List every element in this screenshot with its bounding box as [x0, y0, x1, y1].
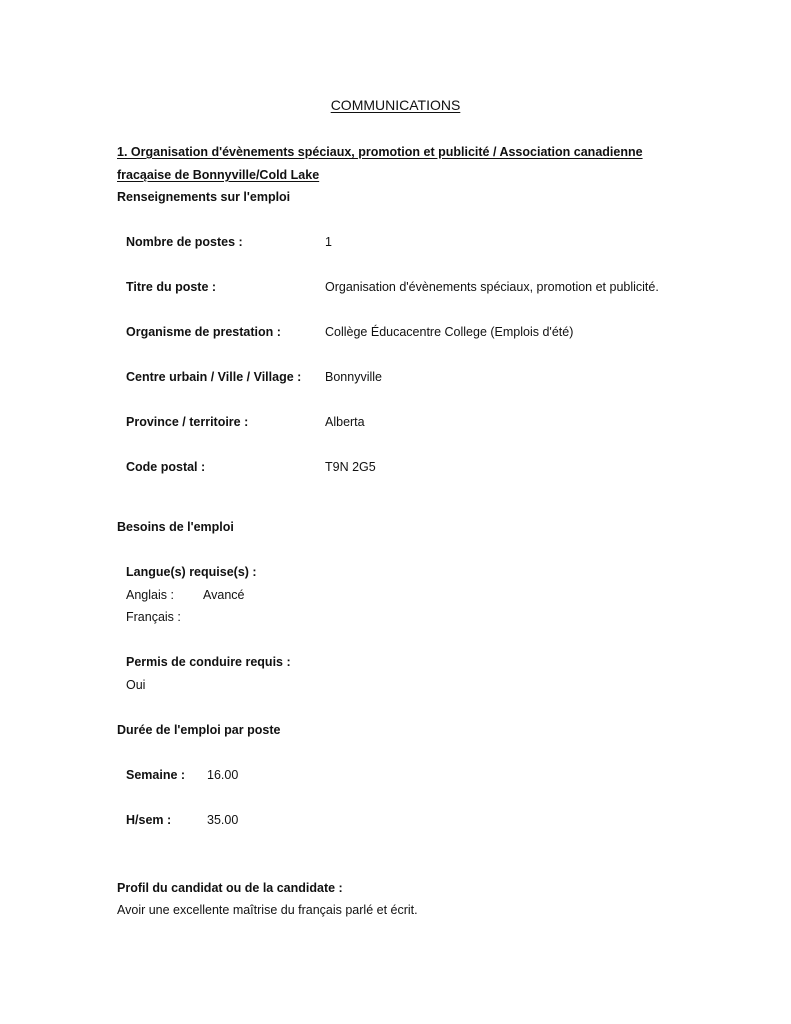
field-label-postal-code: Code postal :: [126, 460, 206, 474]
language-name-english: Anglais :: [126, 588, 174, 602]
duration-value-weeks: 16.00: [207, 768, 239, 782]
duration-label-weeks: Semaine :: [126, 768, 186, 782]
field-label-positions: Nombre de postes :: [126, 235, 243, 249]
license-value: Oui: [126, 678, 146, 692]
section-job-info: Renseignements sur l'emploi: [117, 190, 291, 204]
page-title: COMMUNICATIONS: [330, 97, 461, 113]
duration-label-hours: H/sem :: [126, 813, 172, 827]
job-heading-line1: 1. Organisation d'évènements spéciaux, promotion et publicité / Association canadienne: [117, 145, 643, 159]
field-value-province: Alberta: [325, 415, 365, 429]
field-label-province: Province / territoire :: [126, 415, 249, 429]
field-value-organization: Collège Éducacentre College (Emplois d'été): [325, 325, 574, 339]
license-label: Permis de conduire requis :: [126, 655, 291, 669]
field-value-job-title: Organisation d'évènements spéciaux, promotion et publicité.: [325, 280, 659, 294]
field-value-postal-code: T9N 2G5: [325, 460, 376, 474]
section-job-requirements: Besoins de l'emploi: [117, 520, 234, 534]
field-label-job-title: Titre du poste :: [126, 280, 217, 294]
field-value-positions: 1: [325, 235, 332, 249]
language-name-french: Français :: [126, 610, 181, 624]
profile-value: Avoir une excellente maîtrise du français parlé et écrit.: [117, 903, 418, 917]
section-duration: Durée de l'emploi par poste: [117, 723, 281, 737]
duration-value-hours: 35.00: [207, 813, 239, 827]
field-value-city: Bonnyville: [325, 370, 382, 384]
languages-label: Langue(s) requise(s) :: [126, 565, 257, 579]
job-heading-line2: fracąaise de Bonnyville/Cold Lake: [117, 168, 320, 182]
field-label-city: Centre urbain / Ville / Village :: [126, 370, 302, 384]
profile-label: Profil du candidat ou de la candidate :: [117, 881, 343, 895]
language-level-english: Avancé: [203, 588, 245, 602]
field-label-organization: Organisme de prestation :: [126, 325, 281, 339]
